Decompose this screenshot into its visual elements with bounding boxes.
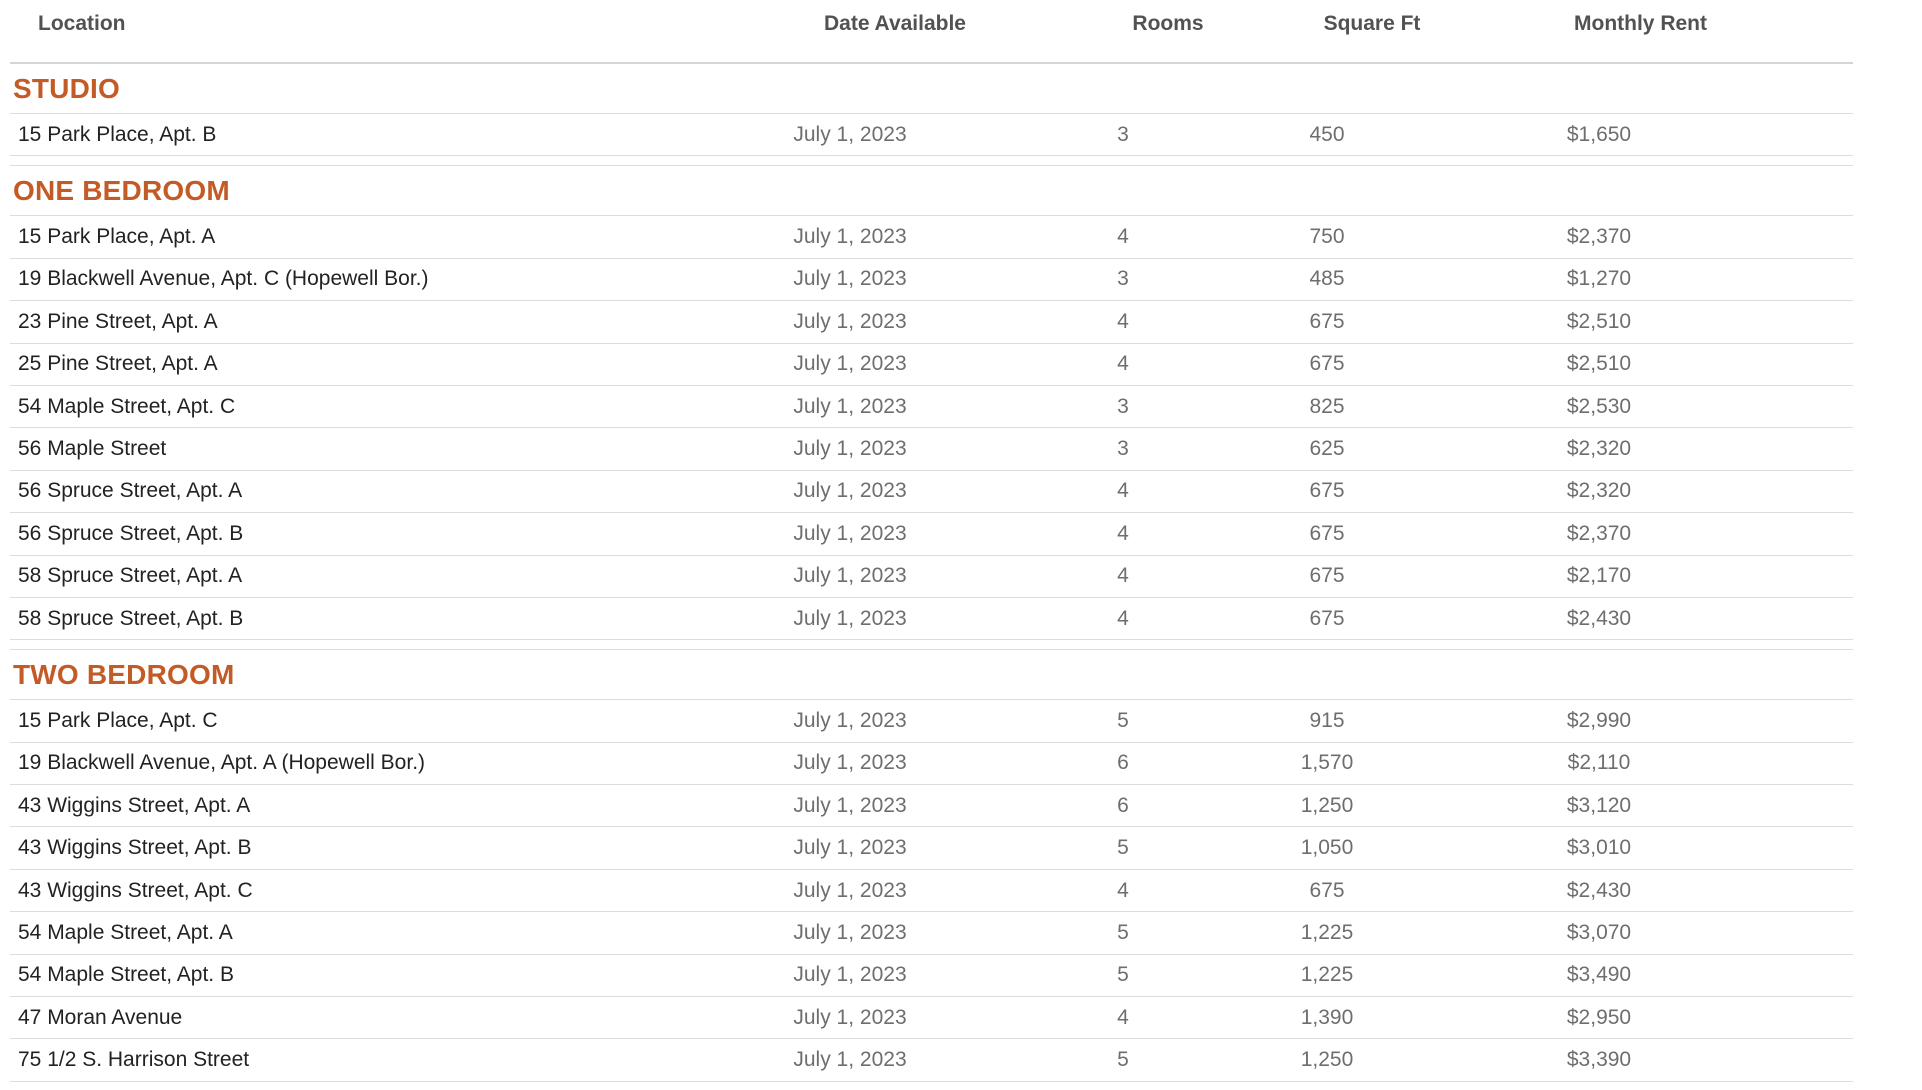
cell-monthly-rent: $2,370 [1566, 521, 1632, 545]
table-row [10, 301, 1853, 343]
cell-square-ft: 750 [1309, 225, 1345, 249]
cell-location: 56 Maple Street [18, 437, 167, 461]
cell-date-available: July 1, 2023 [793, 564, 907, 588]
cell-monthly-rent: $2,530 [1566, 394, 1632, 418]
cell-monthly-rent: $2,510 [1566, 309, 1632, 333]
cell-rooms: 3 [1117, 267, 1129, 291]
table-header-row [10, 0, 1853, 64]
cell-monthly-rent: $2,110 [1567, 751, 1631, 775]
cell-date-available: July 1, 2023 [793, 920, 907, 944]
cell-rooms: 3 [1117, 437, 1129, 461]
cell-square-ft: 675 [1309, 309, 1345, 333]
table-section [10, 64, 1853, 156]
cell-rooms: 4 [1117, 564, 1129, 588]
column-header-date-available: Date Available [823, 12, 966, 35]
cell-date-available: July 1, 2023 [793, 479, 907, 503]
table-row [10, 471, 1853, 513]
table-section [10, 649, 1853, 1082]
cell-square-ft: 1,225 [1300, 963, 1354, 987]
cell-date-available: July 1, 2023 [793, 606, 907, 630]
section-title: ONE BEDROOM [13, 174, 230, 206]
table-section [10, 165, 1853, 640]
cell-location: 15 Park Place, Apt. A [18, 225, 216, 249]
table-row [10, 1039, 1853, 1081]
cell-monthly-rent: $2,430 [1566, 878, 1632, 902]
table-row [10, 114, 1853, 156]
cell-rooms: 3 [1117, 122, 1129, 146]
cell-rooms: 4 [1117, 1005, 1129, 1029]
cell-square-ft: 1,250 [1300, 793, 1354, 817]
table-row [10, 344, 1853, 386]
cell-rooms: 3 [1117, 394, 1129, 418]
table-body [10, 64, 1853, 1082]
cell-monthly-rent: $2,170 [1566, 564, 1632, 588]
cell-rooms: 4 [1117, 479, 1129, 503]
cell-monthly-rent: $2,990 [1566, 708, 1632, 732]
cell-monthly-rent: $3,490 [1566, 963, 1632, 987]
cell-monthly-rent: $1,650 [1566, 122, 1632, 146]
table-row [10, 785, 1853, 827]
cell-rooms: 5 [1117, 963, 1129, 987]
table-row [10, 513, 1853, 555]
cell-square-ft: 1,225 [1300, 920, 1354, 944]
cell-date-available: July 1, 2023 [793, 963, 907, 987]
section-header-row [10, 166, 1853, 216]
cell-square-ft: 675 [1309, 521, 1345, 545]
section-header-row [10, 650, 1853, 700]
table-row [10, 870, 1853, 912]
cell-date-available: July 1, 2023 [793, 793, 907, 817]
cell-square-ft: 675 [1309, 564, 1345, 588]
cell-rooms: 4 [1117, 606, 1129, 630]
cell-rooms: 4 [1117, 352, 1129, 376]
cell-rooms: 6 [1117, 793, 1129, 817]
cell-square-ft: 825 [1309, 394, 1345, 418]
cell-date-available: July 1, 2023 [793, 309, 907, 333]
cell-location: 54 Maple Street, Apt. A [18, 920, 233, 944]
cell-monthly-rent: $3,010 [1566, 836, 1632, 860]
cell-location: 43 Wiggins Street, Apt. C [18, 878, 253, 902]
cell-rooms: 5 [1117, 1048, 1129, 1072]
cell-location: 75 1/2 S. Harrison Street [18, 1048, 250, 1072]
cell-monthly-rent: $2,430 [1566, 606, 1632, 630]
column-header-rooms: Rooms [1132, 12, 1204, 35]
cell-date-available: July 1, 2023 [793, 267, 907, 291]
cell-square-ft: 915 [1309, 708, 1345, 732]
cell-monthly-rent: $3,120 [1566, 793, 1632, 817]
section-rows [10, 114, 1853, 156]
cell-date-available: July 1, 2023 [793, 836, 907, 860]
table-row [10, 428, 1853, 470]
cell-rooms: 4 [1117, 521, 1129, 545]
cell-date-available: July 1, 2023 [793, 437, 907, 461]
cell-date-available: July 1, 2023 [793, 1005, 907, 1029]
cell-monthly-rent: $3,390 [1566, 1048, 1632, 1072]
section-title: STUDIO [13, 72, 120, 104]
cell-location: 43 Wiggins Street, Apt. A [18, 793, 251, 817]
cell-rooms: 4 [1117, 309, 1129, 333]
section-title: TWO BEDROOM [13, 658, 235, 690]
cell-rooms: 4 [1117, 225, 1129, 249]
cell-location: 58 Spruce Street, Apt. A [18, 564, 243, 588]
cell-location: 43 Wiggins Street, Apt. B [18, 836, 252, 860]
cell-square-ft: 485 [1309, 267, 1345, 291]
cell-monthly-rent: $1,270 [1566, 267, 1632, 291]
cell-date-available: July 1, 2023 [793, 1048, 907, 1072]
cell-location: 25 Pine Street, Apt. A [18, 352, 218, 376]
cell-date-available: July 1, 2023 [793, 352, 907, 376]
cell-location: 58 Spruce Street, Apt. B [18, 606, 244, 630]
cell-rooms: 4 [1117, 878, 1129, 902]
cell-date-available: July 1, 2023 [793, 394, 907, 418]
cell-location: 56 Spruce Street, Apt. B [18, 521, 244, 545]
rentals-table [10, 0, 1853, 1082]
cell-date-available: July 1, 2023 [793, 751, 907, 775]
cell-square-ft: 625 [1309, 437, 1345, 461]
cell-monthly-rent: $2,510 [1566, 352, 1632, 376]
table-row [10, 598, 1853, 640]
table-row [10, 556, 1853, 598]
cell-date-available: July 1, 2023 [793, 521, 907, 545]
table-row [10, 700, 1853, 742]
cell-square-ft: 1,390 [1300, 1005, 1354, 1029]
cell-location: 23 Pine Street, Apt. A [18, 309, 218, 333]
table-row [10, 259, 1853, 301]
cell-monthly-rent: $2,950 [1566, 1005, 1632, 1029]
column-header-monthly-rent: Monthly Rent [1574, 12, 1707, 35]
cell-square-ft: 1,570 [1300, 751, 1354, 775]
cell-location: 19 Blackwell Avenue, Apt. C (Hopewell Bor.) [18, 267, 429, 291]
cell-location: 54 Maple Street, Apt. C [18, 394, 236, 418]
cell-location: 54 Maple Street, Apt. B [18, 963, 234, 987]
cell-monthly-rent: $2,370 [1566, 225, 1632, 249]
cell-monthly-rent: $2,320 [1566, 437, 1632, 461]
table-row [10, 912, 1853, 954]
table-row [10, 216, 1853, 258]
table-row [10, 827, 1853, 869]
cell-location: 47 Moran Avenue [18, 1005, 183, 1029]
cell-rooms: 5 [1117, 708, 1129, 732]
cell-square-ft: 675 [1309, 352, 1345, 376]
cell-square-ft: 1,050 [1300, 836, 1354, 860]
cell-location: 15 Park Place, Apt. B [18, 122, 217, 146]
table-row [10, 743, 1853, 785]
cell-monthly-rent: $2,320 [1566, 479, 1632, 503]
cell-monthly-rent: $3,070 [1566, 920, 1632, 944]
cell-date-available: July 1, 2023 [793, 225, 907, 249]
column-header-location: Location [38, 12, 126, 35]
cell-date-available: July 1, 2023 [793, 708, 907, 732]
cell-rooms: 5 [1117, 920, 1129, 944]
cell-location: 56 Spruce Street, Apt. A [18, 479, 243, 503]
section-rows [10, 700, 1853, 1082]
cell-square-ft: 450 [1309, 122, 1345, 146]
cell-square-ft: 675 [1309, 479, 1345, 503]
cell-rooms: 6 [1117, 751, 1129, 775]
cell-square-ft: 675 [1309, 878, 1345, 902]
cell-location: 15 Park Place, Apt. C [18, 708, 218, 732]
cell-date-available: July 1, 2023 [793, 122, 907, 146]
cell-square-ft: 675 [1309, 606, 1345, 630]
column-header-square-ft: Square Ft [1323, 12, 1421, 35]
cell-location: 19 Blackwell Avenue, Apt. A (Hopewell Bor.) [18, 751, 426, 775]
cell-square-ft: 1,250 [1300, 1048, 1354, 1072]
section-rows [10, 216, 1853, 640]
table-row [10, 955, 1853, 997]
section-header-row [10, 64, 1853, 114]
cell-date-available: July 1, 2023 [793, 878, 907, 902]
table-row [10, 386, 1853, 428]
cell-rooms: 5 [1117, 836, 1129, 860]
table-row [10, 997, 1853, 1039]
